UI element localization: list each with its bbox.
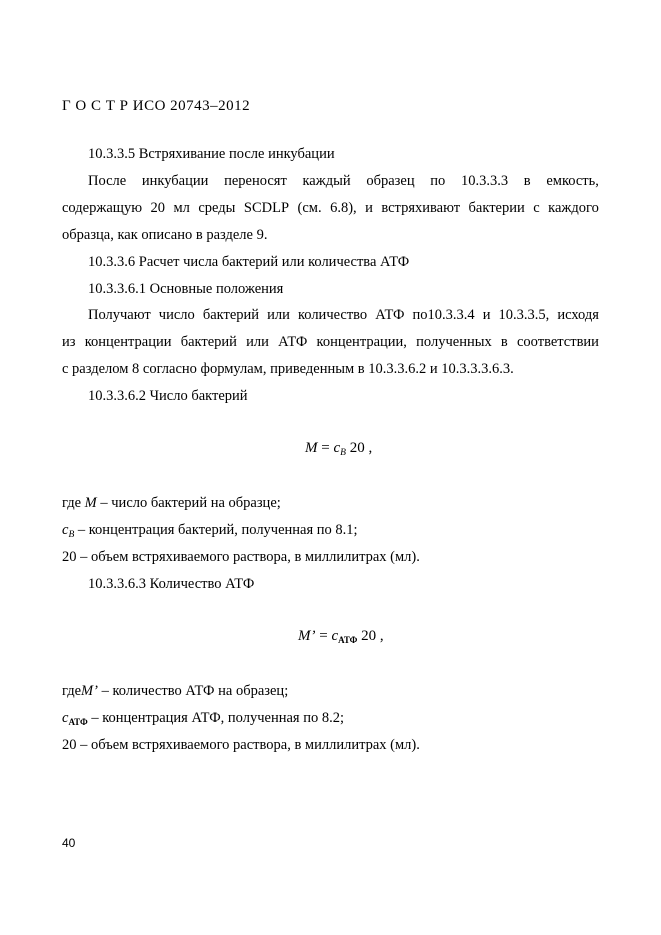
where-text: – концентрация бактерий, полученная по 8.1; bbox=[74, 522, 358, 538]
where-var: M bbox=[84, 495, 97, 511]
page-number: 40 bbox=[62, 836, 76, 850]
formula-eq: = bbox=[317, 440, 334, 456]
formula-atp bbox=[298, 628, 384, 645]
word: исходя bbox=[557, 307, 599, 323]
where-text: – количество АТФ на образец; bbox=[97, 683, 289, 699]
section-title-general: 10.3.3.6.1 Основные положения bbox=[88, 281, 284, 297]
formula-lhs: M bbox=[305, 440, 318, 456]
section-title-calculation: 10.3.3.6 Расчет числа бактерий или количества АТФ bbox=[88, 254, 410, 270]
where-prefix: где bbox=[62, 495, 85, 511]
where-prefix: где bbox=[62, 683, 82, 699]
where-text: – число бактерий на образце; bbox=[96, 495, 281, 511]
word: или bbox=[246, 334, 269, 350]
word: каждый bbox=[302, 173, 351, 189]
paragraph-line bbox=[62, 199, 599, 217]
word: бактерии bbox=[468, 200, 525, 216]
where-line bbox=[62, 682, 288, 700]
word: соответствии bbox=[517, 334, 599, 350]
word: бактерий bbox=[202, 307, 260, 323]
formula-lhs: M’ bbox=[298, 628, 316, 644]
word: среды bbox=[198, 200, 236, 216]
formula-subscript: АТФ bbox=[338, 635, 358, 645]
formula-eq: = bbox=[315, 628, 332, 644]
where-var: c bbox=[62, 522, 69, 538]
where-line bbox=[62, 709, 344, 728]
formula-rest: 20 , bbox=[345, 440, 373, 456]
word: с bbox=[533, 200, 540, 216]
word: и bbox=[365, 200, 373, 216]
word: (см. bbox=[297, 200, 322, 216]
word: из bbox=[62, 334, 76, 350]
word: 10.3.3.5, bbox=[498, 307, 550, 323]
word: встряхивают bbox=[381, 200, 461, 216]
word: Получают bbox=[88, 307, 151, 323]
word: каждого bbox=[548, 200, 599, 216]
formula-var: c bbox=[331, 628, 339, 644]
where-subscript: B bbox=[68, 530, 75, 540]
where-text: – концентрация АТФ, полученная по 8.2; bbox=[87, 710, 344, 726]
where-line bbox=[62, 521, 358, 541]
word: 10.3.3.3 bbox=[460, 173, 509, 189]
formula-bacteria bbox=[305, 440, 372, 457]
word: полученных bbox=[416, 334, 492, 350]
word: После bbox=[88, 173, 127, 189]
word: содержащую bbox=[62, 200, 143, 216]
word: в bbox=[523, 173, 531, 189]
paragraph-line bbox=[88, 306, 599, 324]
paragraph-line: с разделом 8 согласно формулам, приведенным в 10.3.3.6.2 и 10.3.3.3.6.3. bbox=[62, 361, 514, 377]
word: число bbox=[158, 307, 195, 323]
paragraph-line bbox=[88, 172, 599, 190]
where-var: M’ bbox=[81, 683, 98, 699]
paragraph-line bbox=[62, 333, 599, 351]
where-line: 20 – объем встряхиваемого раствора, в миллилитрах (мл). bbox=[62, 549, 420, 565]
word: в bbox=[500, 334, 508, 350]
word: 20 bbox=[150, 200, 166, 216]
word: АТФ bbox=[375, 307, 405, 323]
word: концентрации bbox=[84, 334, 172, 350]
section-title-atp-amount: 10.3.3.6.3 Количество АТФ bbox=[88, 576, 255, 592]
word: по bbox=[430, 173, 446, 189]
word: бактерий bbox=[180, 334, 237, 350]
word: образец bbox=[366, 173, 415, 189]
word: 6.8), bbox=[330, 200, 357, 216]
word: и bbox=[482, 307, 491, 323]
where-line bbox=[62, 494, 281, 512]
word: SCDLP bbox=[243, 200, 290, 216]
formula-subscript: B bbox=[340, 448, 346, 458]
word: инкубации bbox=[141, 173, 209, 189]
word: или bbox=[267, 307, 290, 323]
word: по10.3.3.4 bbox=[412, 307, 475, 323]
word: мл bbox=[173, 200, 190, 216]
word: концентрации, bbox=[316, 334, 407, 350]
where-subscript: АТФ bbox=[68, 717, 88, 727]
paragraph-line: образца, как описано в разделе 9. bbox=[62, 227, 268, 243]
where-var: c bbox=[62, 710, 69, 726]
formula-rest: 20 , bbox=[357, 628, 384, 644]
word: АТФ bbox=[278, 334, 308, 350]
word: емкость, bbox=[546, 173, 599, 189]
where-line: 20 – объем встряхиваемого раствора, в миллилитрах (мл). bbox=[62, 737, 420, 753]
formula-var: c bbox=[333, 440, 341, 456]
document-header: Г О С Т Р ИСО 20743–2012 bbox=[62, 98, 251, 114]
word: количество bbox=[297, 307, 368, 323]
word: переносят bbox=[224, 173, 287, 189]
section-title-bacteria-count: 10.3.3.6.2 Число бактерий bbox=[88, 388, 248, 404]
section-title-shaking: 10.3.3.5 Встряхивание после инкубации bbox=[88, 146, 335, 162]
